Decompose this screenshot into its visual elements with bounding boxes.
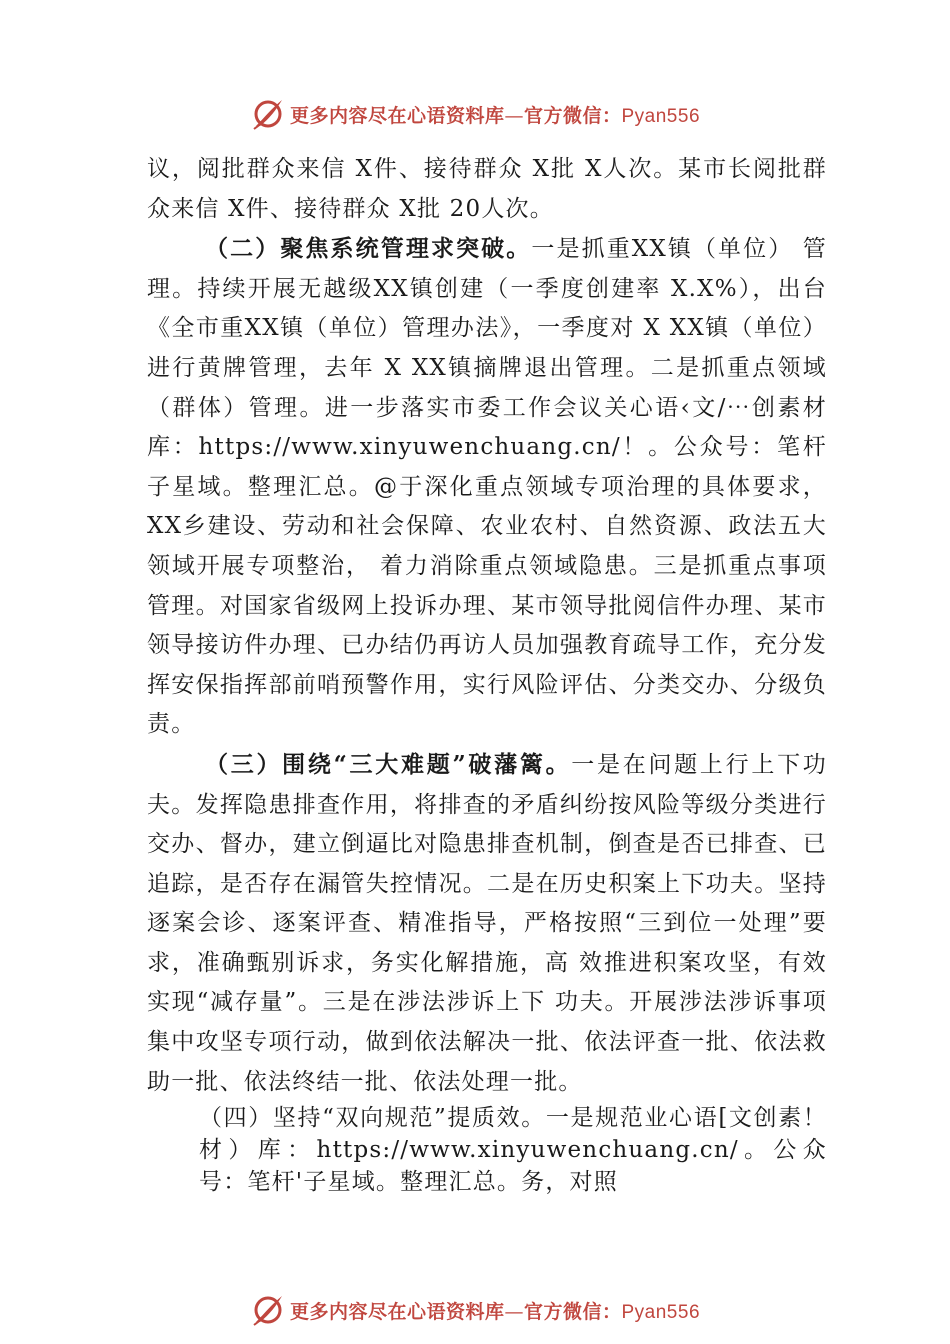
section-heading-3: （三）围绕“三大难题”破藩篱。 [205, 750, 572, 778]
section-body-2: 一是抓重XX镇（单位） 管理。持续开展无越级XX镇创建（一季度创建率 X.X%），出台《全市重XX镇（单位）管理办法》，一季度对 X XX镇（单位）进行黄牌管理，去年 X XX镇摘牌退出管理。二是抓重点领域（群体）管理。进一步落实市委工作会议关心语‹文/⋯创素材库：https://www.xinyuwenchuang.cn/！。公众号：笔杆子星域。整理汇总。@于深化重点领域专项治理的具体要求，XX乡建设、劳动和社会保障、农业农村、自然资源、政法五大领域开展专项整治， 着力消除重点领域隐患。三是抓重点事项管理。对国家省级网上投诉办理、某市领导批阅信件办理、某市领导接访件办理、已办结仍再访人员加强教育疏导工作，充分发挥安保指挥部前哨预警作用，实行风险评估、分类交办、分级负责。 [147, 236, 827, 738]
banner-text: 更多内容尽在心语资料库—官方微信：Pyan556 [289, 104, 701, 127]
paragraph-1: 议，阅批群众来信 X件、接待群众 X批 X人次。某市长阅批群众来信 X件、接待群众 X批 20人次。 [147, 156, 827, 222]
footer-watermark-banner [0, 1290, 950, 1330]
paragraph-2 [147, 229, 827, 745]
header-watermark-banner [0, 94, 950, 134]
paragraph-4: （四）坚持“双向规范”提质效。一是规范业心语[文创素！材）库：https://www.xinyuwenchuang.cn/。公众号：笔杆'子星域。整理汇总。务，对照 [199, 1105, 827, 1196]
quill-circle-logo-icon [250, 1292, 286, 1328]
section-heading-2: （二）聚焦系统管理求突破。 [205, 235, 532, 263]
section-body-3: 一是在问题上行上下功夫。发挥隐患排查作用，将排查的矛盾纠纷按风险等级分类进行交办、督办，建立倒逼比对隐患排查机制，倒查是否已排查、已追踪，是否存在漏管失控情况。二是在历史积案上下功夫。坚持逐案会诊、逐案评查、精准指导，严格按照“三到位一处理”要求，准确甄别诉求，务实化解措施，高 效推进积案攻坚，有效实现“减存量”。三是在涉法涉诉上下 功夫。开展涉法涉诉事项集中攻坚专项行动，做到依法解决一批、依法评查一批、依法救助一批、依法终结一批、依法处理一批。 [147, 751, 827, 1095]
document-body [147, 150, 827, 1198]
banner-text: 更多内容尽在心语资料库—官方微信：Pyan556 [289, 1300, 701, 1323]
quill-circle-logo-icon [250, 96, 286, 132]
paragraph-3 [147, 745, 827, 1102]
